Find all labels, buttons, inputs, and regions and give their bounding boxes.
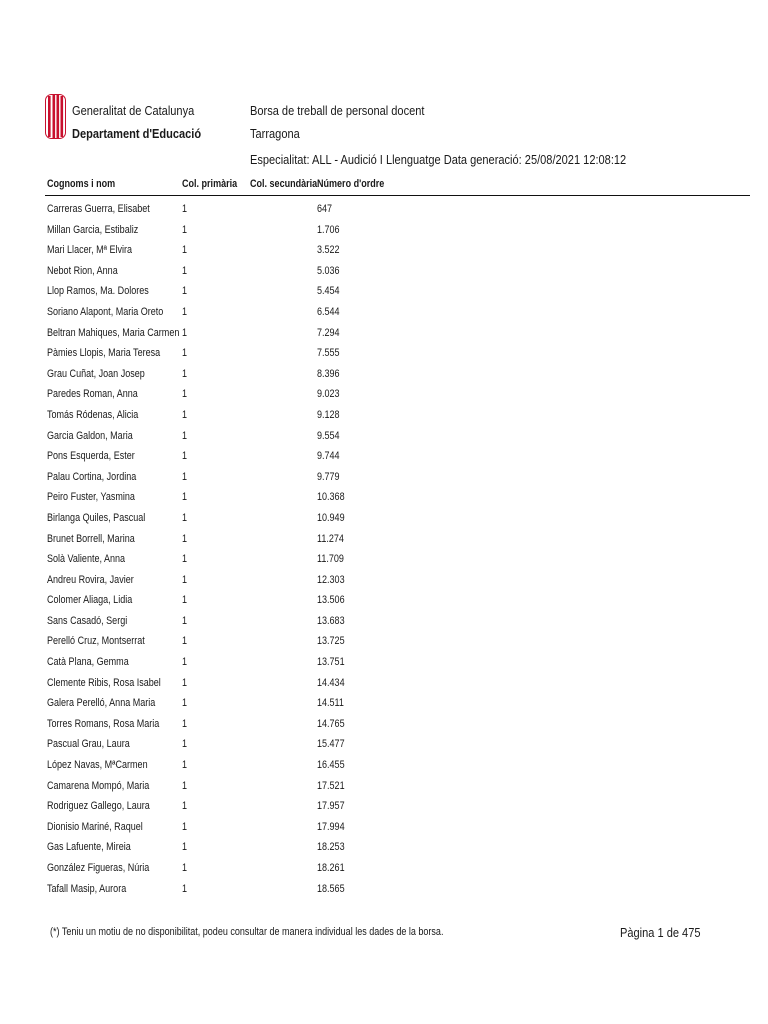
table-row xyxy=(0,325,768,346)
cell-name: Millan Garcia, Estibaliz xyxy=(47,223,139,236)
cell-ordre: 17.957 xyxy=(317,800,345,813)
especialitat-line: Especialitat: ALL - Audició I Llenguatge Data generació: 25/08/2021 12:08:12 xyxy=(250,152,627,167)
cell-name: Brunet Borrell, Marina xyxy=(47,532,135,545)
table-row xyxy=(0,510,768,531)
cell-name: Paredes Roman, Anna xyxy=(47,388,138,401)
cell-ordre: 14.765 xyxy=(317,717,345,730)
table-row xyxy=(0,222,768,243)
cell-primaria: 1 xyxy=(182,717,188,730)
cell-primaria: 1 xyxy=(182,820,188,833)
cell-ordre: 6.544 xyxy=(317,305,340,318)
cell-name: González Figueras, Núria xyxy=(47,862,150,874)
cell-primaria: 1 xyxy=(182,491,188,504)
table-row xyxy=(0,531,768,552)
cell-primaria: 1 xyxy=(182,594,188,607)
cell-ordre: 13.725 xyxy=(317,635,345,648)
cell-primaria: 1 xyxy=(182,882,188,895)
cell-name: Colomer Aliaga, Lidia xyxy=(47,594,133,607)
cell-primaria: 1 xyxy=(182,388,188,401)
cell-ordre: 11.709 xyxy=(317,553,344,566)
table-row xyxy=(0,881,768,902)
cell-name: Camarena Mompó, Maria xyxy=(47,779,150,792)
column-header-primaria: Col. primària xyxy=(182,178,238,190)
table-row xyxy=(0,839,768,860)
cell-ordre: 15.477 xyxy=(317,738,345,751)
cell-primaria: 1 xyxy=(182,367,188,380)
cell-primaria: 1 xyxy=(182,326,188,339)
table-row xyxy=(0,736,768,757)
cell-ordre: 10.949 xyxy=(317,511,345,524)
cell-ordre: 7.294 xyxy=(317,326,340,339)
cell-primaria: 1 xyxy=(182,841,188,854)
cell-name: Pascual Grau, Laura xyxy=(47,738,130,751)
cell-primaria: 1 xyxy=(182,553,188,566)
cell-primaria: 1 xyxy=(182,450,188,463)
table-row xyxy=(0,407,768,428)
cell-ordre: 9.744 xyxy=(317,450,340,463)
generalitat-logo-icon xyxy=(45,94,66,139)
cell-name: Soriano Alapont, Maria Oreto xyxy=(47,305,164,318)
column-header-name: Cognoms i nom xyxy=(47,178,116,190)
table-row xyxy=(0,757,768,778)
table-row xyxy=(0,633,768,654)
cell-ordre: 9.023 xyxy=(317,388,340,401)
cell-primaria: 1 xyxy=(182,676,188,689)
table-row xyxy=(0,551,768,572)
cell-primaria: 1 xyxy=(182,800,188,813)
cell-name: Grau Cuñat, Joan Josep xyxy=(47,367,145,380)
cell-ordre: 7.555 xyxy=(317,347,340,360)
cell-name: Clemente Ribis, Rosa Isabel xyxy=(47,676,161,689)
cell-name: Tomás Ródenas, Alicia xyxy=(47,408,139,421)
cell-ordre: 17.521 xyxy=(317,779,345,792)
column-header-secundaria: Col. secundària xyxy=(250,178,318,190)
cell-primaria: 1 xyxy=(182,738,188,751)
cell-ordre: 13.683 xyxy=(317,614,345,627)
org-name: Generalitat de Catalunya xyxy=(72,103,195,118)
cell-ordre: 14.434 xyxy=(317,676,345,689)
cell-primaria: 1 xyxy=(182,203,188,215)
table-row xyxy=(0,613,768,634)
table-row xyxy=(0,778,768,799)
cell-name: Beltran Mahiques, Maria Carmen xyxy=(47,326,180,339)
cell-ordre: 10.368 xyxy=(317,491,345,504)
cell-name: Torres Romans, Rosa Maria xyxy=(47,717,160,730)
cell-ordre: 16.455 xyxy=(317,759,345,772)
cell-name: Perelló Cruz, Montserrat xyxy=(47,635,145,648)
table-row xyxy=(0,386,768,407)
table-row xyxy=(0,448,768,469)
cell-name: Galera Perelló, Anna Maria xyxy=(47,697,156,710)
cell-primaria: 1 xyxy=(182,614,188,627)
footnote: (*) Teniu un motiu de no disponibilitat, podeu consultar de manera individual les dades de la borsa. xyxy=(50,926,444,938)
cell-ordre: 9.554 xyxy=(317,429,340,442)
cell-name: Sans Casadó, Sergi xyxy=(47,614,128,627)
table-row xyxy=(0,428,768,449)
cell-name: Andreu Rovira, Javier xyxy=(47,573,134,586)
table-row xyxy=(0,345,768,366)
cell-ordre: 5.454 xyxy=(317,285,340,298)
cell-primaria: 1 xyxy=(182,779,188,792)
document-header xyxy=(250,99,626,171)
table-body xyxy=(0,201,768,901)
cell-primaria: 1 xyxy=(182,244,188,257)
cell-primaria: 1 xyxy=(182,347,188,360)
cell-name: Solà Valiente, Anna xyxy=(47,553,126,566)
cell-ordre: 12.303 xyxy=(317,573,345,586)
cell-name: Pàmies Llopis, Maria Teresa xyxy=(47,347,161,360)
column-header-ordre: Número d'ordre xyxy=(317,178,385,190)
cell-name: Nebot Rion, Anna xyxy=(47,264,118,277)
table-row xyxy=(0,572,768,593)
cell-ordre: 5.036 xyxy=(317,264,340,277)
page-number: Pàgina 1 de 475 xyxy=(620,925,701,940)
table-row xyxy=(0,798,768,819)
table-row xyxy=(0,263,768,284)
cell-primaria: 1 xyxy=(182,470,188,483)
cell-name: Palau Cortina, Jordina xyxy=(47,470,137,483)
cell-primaria: 1 xyxy=(182,223,188,236)
cell-ordre: 14.511 xyxy=(317,697,344,710)
table-row xyxy=(0,469,768,490)
cell-name: Pons Esquerda, Ester xyxy=(47,450,135,463)
cell-name: Carreras Guerra, Elisabet xyxy=(47,203,150,215)
cell-ordre: 13.506 xyxy=(317,594,345,607)
organization-block xyxy=(72,99,201,145)
cell-ordre: 11.274 xyxy=(317,532,344,545)
document-title: Borsa de treball de personal docent xyxy=(250,103,425,118)
cell-primaria: 1 xyxy=(182,429,188,442)
cell-name: Gas Lafuente, Mireia xyxy=(47,841,131,854)
cell-primaria: 1 xyxy=(182,285,188,298)
table-row xyxy=(0,304,768,325)
cell-ordre: 13.751 xyxy=(317,656,345,669)
table-row xyxy=(0,201,768,222)
cell-ordre: 9.128 xyxy=(317,408,340,421)
cell-name: López Navas, MªCarmen xyxy=(47,759,148,772)
table-row xyxy=(0,283,768,304)
department-name: Departament d'Educació xyxy=(72,126,202,141)
cell-ordre: 1.706 xyxy=(317,223,340,236)
cell-ordre: 647 xyxy=(317,203,333,215)
cell-primaria: 1 xyxy=(182,408,188,421)
cell-ordre: 3.522 xyxy=(317,244,340,257)
cell-name: Dionisio Mariné, Raquel xyxy=(47,820,143,833)
table-row xyxy=(0,860,768,881)
cell-primaria: 1 xyxy=(182,759,188,772)
cell-name: Rodriguez Gallego, Laura xyxy=(47,800,150,813)
cell-ordre: 9.779 xyxy=(317,470,340,483)
cell-primaria: 1 xyxy=(182,656,188,669)
cell-primaria: 1 xyxy=(182,862,188,874)
table-row xyxy=(0,592,768,613)
cell-primaria: 1 xyxy=(182,511,188,524)
cell-name: Tafall Masip, Aurora xyxy=(47,882,127,895)
cell-name: Mari Llacer, Mª Elvira xyxy=(47,244,133,257)
cell-name: Garcia Galdon, Maria xyxy=(47,429,133,442)
cell-primaria: 1 xyxy=(182,305,188,318)
table-row xyxy=(0,675,768,696)
location: Tarragona xyxy=(250,126,300,141)
cell-ordre: 8.396 xyxy=(317,367,340,380)
table-row xyxy=(0,819,768,840)
table-row xyxy=(0,654,768,675)
table-row xyxy=(0,489,768,510)
table-row xyxy=(0,242,768,263)
table-row xyxy=(0,716,768,737)
header-divider xyxy=(45,195,750,196)
cell-name: Peiro Fuster, Yasmina xyxy=(47,491,135,504)
table-row xyxy=(0,366,768,387)
cell-ordre: 18.565 xyxy=(317,882,345,895)
cell-name: Llop Ramos, Ma. Dolores xyxy=(47,285,149,298)
cell-primaria: 1 xyxy=(182,697,188,710)
cell-ordre: 17.994 xyxy=(317,820,345,833)
cell-primaria: 1 xyxy=(182,635,188,648)
cell-ordre: 18.253 xyxy=(317,841,345,854)
table-row xyxy=(0,695,768,716)
cell-name: Catà Plana, Gemma xyxy=(47,656,129,669)
cell-ordre: 18.261 xyxy=(317,862,345,874)
cell-primaria: 1 xyxy=(182,573,188,586)
cell-primaria: 1 xyxy=(182,532,188,545)
cell-name: Birlanga Quiles, Pascual xyxy=(47,511,146,524)
cell-primaria: 1 xyxy=(182,264,188,277)
